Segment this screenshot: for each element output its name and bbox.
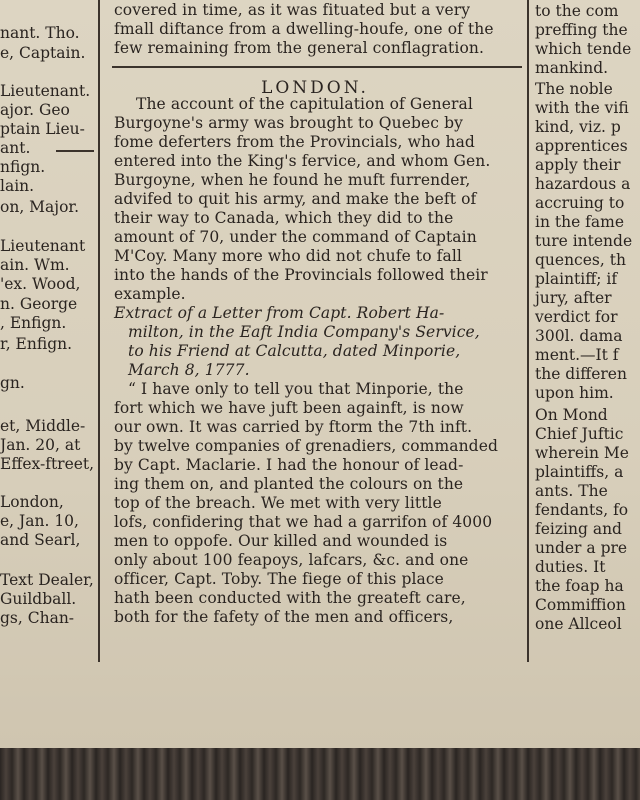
article-line: Burgoyne, when he found he muft furrender, xyxy=(114,171,471,189)
article-line: men to oppofe. Our killed and wounded is xyxy=(114,532,448,550)
left_column-line: , Enfign. xyxy=(0,314,67,332)
right_column-line: kind, viz. p xyxy=(535,118,621,136)
article-line: few remaining from the general conflagration. xyxy=(114,39,484,57)
right_column-line: accruing to xyxy=(535,194,625,212)
article-line: advifed to quit his army, and make the beft of xyxy=(114,190,477,208)
left_column-line: e, Jan. 10, xyxy=(0,512,79,530)
left_column-line: ant. xyxy=(0,139,31,157)
left_column-line: et, Middle- xyxy=(0,417,86,435)
right_column-line: Commiffion xyxy=(535,596,626,614)
right_column-line: fendants, fo xyxy=(535,501,629,519)
article-line: by Capt. Maclarie. I had the honour of lead- xyxy=(114,456,464,474)
article-line: Burgoyne's army was brought to Quebec by xyxy=(114,114,463,132)
left_column-line: gs, Chan- xyxy=(0,609,75,627)
left_column-line: n. George xyxy=(0,295,78,313)
article-line: officer, Capt. Toby. The fiege of this place xyxy=(114,570,444,588)
column-rule-right xyxy=(527,0,529,662)
right_column-line: in the fame xyxy=(535,213,625,231)
article-line: by twelve companies of grenadiers, commanded xyxy=(114,437,498,455)
right_column-line: verdict for xyxy=(535,308,618,326)
left-short-rule xyxy=(56,150,94,152)
right_column-line: upon him. xyxy=(535,384,614,402)
left_column-line: Lieutenant. xyxy=(0,82,91,100)
section-rule xyxy=(112,66,522,68)
left_column-line: 'ex. Wood, xyxy=(0,275,81,293)
right_column-line: hazardous a xyxy=(535,175,631,193)
article-line: Extract of a Letter from Capt. Robert Ha- xyxy=(114,304,445,322)
left_column-line: and Searl, xyxy=(0,531,81,549)
left_column-line: ajor. Geo xyxy=(0,101,70,119)
left_column-line: ain. Wm. xyxy=(0,256,70,274)
right_column-line: duties. It xyxy=(535,558,606,576)
right_column-line: quences, th xyxy=(535,251,626,269)
left_column-line: lain. xyxy=(0,177,35,195)
article-line: The account of the capitulation of General xyxy=(136,95,473,113)
left_column-line: Jan. 20, at xyxy=(0,436,81,454)
article-line: “ I have only to tell you that Minporie, the xyxy=(128,380,464,398)
right_column-line: ment.—It f xyxy=(535,346,619,364)
middle-column xyxy=(106,0,524,690)
right_column-line: with the vifi xyxy=(535,99,629,117)
right_column-line: under a pre xyxy=(535,539,628,557)
left_column-line: Text Dealer, xyxy=(0,571,94,589)
left_column-line: Guildball. xyxy=(0,590,77,608)
left_column-line: nfign. xyxy=(0,158,46,176)
right_column-line: 300l. dama xyxy=(535,327,623,345)
left-column xyxy=(0,0,96,690)
page-edge-background xyxy=(0,748,640,800)
left_column-line: Effex-ftreet, xyxy=(0,455,95,473)
right_column-line: On Mond xyxy=(535,406,608,424)
article-line: only about 100 feapoys, lafcars, &c. and one xyxy=(114,551,469,569)
section-heading: LONDON. xyxy=(261,78,369,98)
right_column-line: the differen xyxy=(535,365,627,383)
article-line: fome deferters from the Provincials, who had xyxy=(114,133,475,151)
left_column-line: Lieutenant xyxy=(0,237,86,255)
right_column-line: apply their xyxy=(535,156,621,174)
right_column-line: mankind. xyxy=(535,59,609,77)
article-line: amount of 70, under the command of Captain xyxy=(114,228,477,246)
right_column-line: wherein Me xyxy=(535,444,629,462)
right_column-line: to the com xyxy=(535,2,619,20)
article-line: ing them on, and planted the colours on the xyxy=(114,475,464,493)
right_column-line: plaintiff; if xyxy=(535,270,618,288)
right_column-line: ture intende xyxy=(535,232,633,250)
left_column-line: gn. xyxy=(0,374,25,392)
right_column-line: feizing and xyxy=(535,520,622,538)
article-line: their way to Canada, which they did to the xyxy=(114,209,454,227)
right_column-line: jury, after xyxy=(535,289,612,307)
right_column-line: the foap ha xyxy=(535,577,624,595)
article-line: milton, in the Eaft India Company's Service, xyxy=(128,323,480,341)
article-line: entered into the King's fervice, and whom Gen. xyxy=(114,152,491,170)
article-line: M'Coy. Many more who did not chufe to fall xyxy=(114,247,462,265)
article-line: example. xyxy=(114,285,186,303)
right_column-line: which tende xyxy=(535,40,632,58)
article-line: our own. It was carried by ftorm the 7th inft. xyxy=(114,418,473,436)
left_column-line: London, xyxy=(0,493,64,511)
article-line: fmall diftance from a dwelling-houfe, one of the xyxy=(114,20,494,38)
left_column-line: nant. Tho. xyxy=(0,24,80,42)
right_column-line: Chief Juftic xyxy=(535,425,624,443)
right_column-line: The noble xyxy=(535,80,613,98)
left_column-line: e, Captain. xyxy=(0,44,86,62)
article-line: March 8, 1777. xyxy=(128,361,250,379)
article-line: to his Friend at Calcutta, dated Minporie, xyxy=(128,342,461,360)
left_column-line: on, Major. xyxy=(0,198,80,216)
article-line: top of the breach. We met with very little xyxy=(114,494,442,512)
article-line: covered in time, as it was fituated but a very xyxy=(114,1,471,19)
right-column xyxy=(533,0,640,690)
right_column-line: plaintiffs, a xyxy=(535,463,624,481)
column-rule-left xyxy=(98,0,100,662)
right_column-line: one Allceol xyxy=(535,615,622,633)
article-line: into the hands of the Provincials followed their xyxy=(114,266,488,284)
right_column-line: ants. The xyxy=(535,482,608,500)
article-line: lofs, confidering that we had a garrifon of 4000 xyxy=(114,513,493,531)
right_column-line: apprentices xyxy=(535,137,628,155)
article-line: both for the fafety of the men and officers, xyxy=(114,608,454,626)
right_column-line: preffing the xyxy=(535,21,628,39)
article-line: hath been conducted with the greateft care, xyxy=(114,589,466,607)
left_column-line: r, Enfign. xyxy=(0,335,73,353)
left_column-line: ptain Lieu- xyxy=(0,120,85,138)
article-line: fort which we have juft been againft, is now xyxy=(114,399,464,417)
